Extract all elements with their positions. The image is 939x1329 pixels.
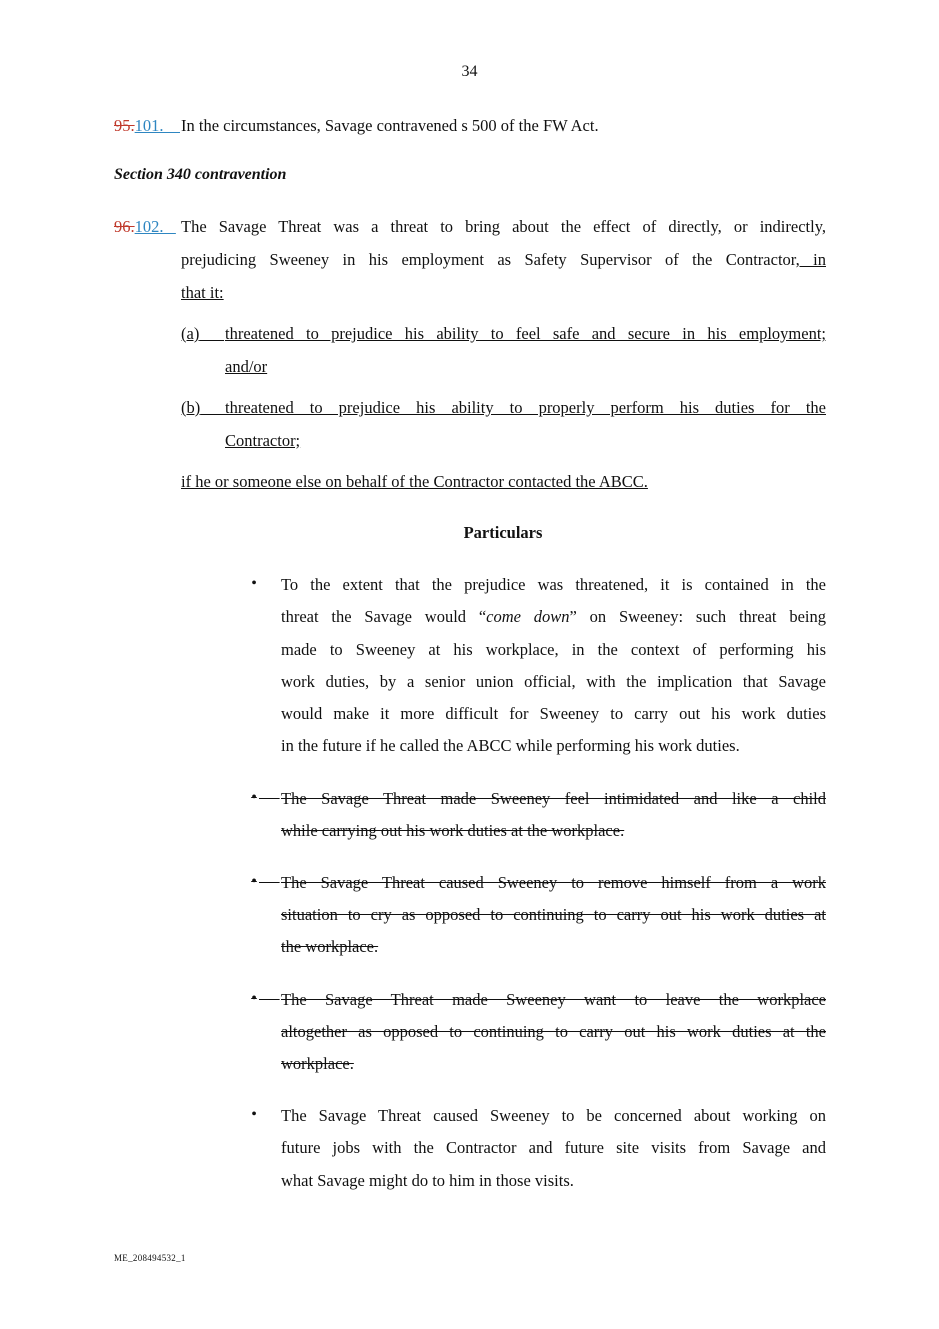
sub-paragraph-b-line-2: Contractor; <box>225 431 301 450</box>
sub-paragraph-a-line-2: and/or <box>225 357 268 376</box>
particular-4-line-2: altogether as opposed to continuing to carry out his work duties at the <box>281 1022 826 1041</box>
particular-1-line-5: would make it more difficult for Sweeney to carry out his work duties <box>281 704 826 723</box>
section-heading: Section 340 contravention <box>114 166 287 183</box>
paragraph-101-text: In the circumstances, Savage contravened s 500 of the FW Act. <box>181 116 599 135</box>
particular-2-line-2: while carrying out his work duties at the workplace. <box>281 821 625 840</box>
inserted-text: , in <box>795 250 826 269</box>
particular-5-line-3: what Savage might do to him in those visits. <box>281 1171 574 1190</box>
quoted-phrase: come down <box>486 607 570 626</box>
particular-3-line-3: the workplace. <box>281 937 379 956</box>
bullet-icon: • <box>251 990 257 1007</box>
particular-1-line-6: in the future if he called the ABCC while performing his work duties. <box>281 736 740 755</box>
particular-1-line-3: made to Sweeney at his workplace, in the context of performing his <box>281 640 826 659</box>
paragraph-102-line-1: The Savage Threat was a threat to bring about the effect of directly, or indirectly, <box>181 217 826 236</box>
paragraph-102-line-3: that it: <box>181 283 224 302</box>
document-reference-footer: ME_208494532_1 <box>114 1253 186 1263</box>
paragraph-102-closing: if he or someone else on behalf of the Contractor contacted the ABCC. <box>181 472 648 491</box>
particular-2-line-1: The Savage Threat made Sweeney feel intimidated and like a child <box>281 789 826 808</box>
particular-5-line-1: The Savage Threat caused Sweeney to be concerned about working on <box>281 1106 826 1125</box>
inserted-paragraph-number: 102. <box>134 217 164 236</box>
inserted-paragraph-number: 101. <box>134 116 164 135</box>
particular-1-line-1: To the extent that the prejudice was threatened, it is contained in the <box>281 575 826 594</box>
particular-5-line-2: future jobs with the Contractor and future site visits from Savage and <box>281 1138 826 1157</box>
paragraph-102-number <box>114 217 176 237</box>
particular-3-line-1: The Savage Threat caused Sweeney to remove himself from a work <box>281 873 826 892</box>
bullet-icon: • <box>251 873 257 890</box>
particular-4-line-3: workplace. <box>281 1054 354 1073</box>
paragraph-102-line-2: prejudicing Sweeney in his employment as Safety Supervisor of the Contractor, in <box>181 250 826 269</box>
page-number: 34 <box>461 63 478 80</box>
sub-paragraph-a-label: (a) <box>181 324 200 343</box>
bullet-icon: • <box>251 575 257 592</box>
particular-4-line-1: The Savage Threat made Sweeney want to leave the workplace <box>281 990 826 1009</box>
particular-1-line-4: work duties, by a senior union official, with the implication that Savage <box>281 672 826 691</box>
sub-paragraph-a-line-1: threatened to prejudice his ability to feel safe and secure in his employment; <box>225 324 826 343</box>
particulars-heading: Particulars <box>463 523 543 542</box>
deleted-paragraph-number: 96. <box>114 217 135 236</box>
deleted-paragraph-number: 95. <box>114 116 135 135</box>
paragraph-101 <box>114 116 180 136</box>
bullet-icon: • <box>251 789 257 806</box>
particular-3-line-2: situation to cry as opposed to continuing to carry out his work duties at <box>281 905 826 924</box>
bullet-icon: • <box>251 1106 257 1123</box>
sub-paragraph-b-line-1: threatened to prejudice his ability to properly perform his duties for the <box>225 398 826 417</box>
particular-1-line-2: threat the Savage would “come down” on Sweeney: such threat being <box>281 607 826 626</box>
sub-paragraph-b-label: (b) <box>181 398 201 417</box>
